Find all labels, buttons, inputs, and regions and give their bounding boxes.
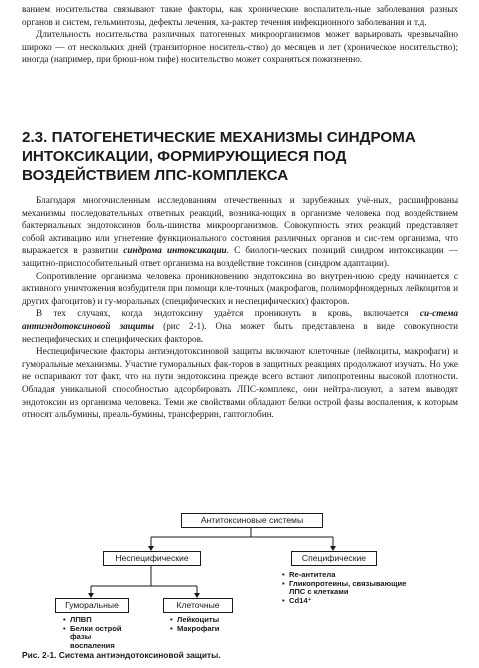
list-item: • Гликопротеины, связывающие ЛПС с клетками bbox=[282, 580, 422, 597]
list-item: • Белки острой фазы воспаления bbox=[63, 625, 135, 651]
cellular-items-list bbox=[170, 616, 242, 633]
diagram-cellular-box bbox=[163, 598, 233, 613]
humoral-items-list bbox=[63, 616, 135, 650]
box-label: Гуморальные bbox=[65, 600, 119, 610]
diagram-root-box bbox=[181, 513, 323, 528]
list-item: • ЛПВП bbox=[63, 616, 135, 625]
text-run: В тех случаях, когда эндотоксину удаётся проникнуть в кровь, включается bbox=[36, 308, 420, 319]
diagram-specific-box bbox=[291, 551, 377, 566]
paragraph bbox=[22, 307, 458, 345]
text-run: Благодаря многочисленным исследованиям отечественных и зарубежных учё-ных, расшифрованы механизмы последовательных ответных реакций, возника-ющих в организме человека под воздействием бактериальных эндотоксинов боль-шинства микроорганизмов. Совокупность этих реакций представляет собой активацию или угнетение функционального состояния различных органов и сис-тем организма, что выражается в развитии bbox=[22, 195, 458, 256]
section-number: 2.3. bbox=[22, 129, 48, 146]
text-run: . С биологи-ческих позиций синдром интоксикации — защитно-приспособительный ответ организма на воздействие токсинов (синдром адаптации). bbox=[22, 245, 458, 268]
diagram-nonspecific-box bbox=[103, 551, 201, 566]
paragraph: ванием носительства связывают такие факторы, как хронические воспалитель-ные заболевания разных органов и систем, гельминтозы, дефекты лечения, ха-рактер течения инфекционного заболевания и т.д. bbox=[22, 4, 458, 27]
intro-text bbox=[22, 3, 458, 66]
specific-items-list bbox=[282, 571, 422, 605]
list-item: • Лейкоциты bbox=[170, 616, 242, 625]
box-label: Антитоксиновые системы bbox=[200, 515, 304, 525]
diagram-humoral-box bbox=[55, 598, 129, 613]
list-item: • Cd14⁺ bbox=[282, 597, 422, 606]
list-item: • Макрофаги bbox=[170, 625, 242, 634]
section-body bbox=[22, 194, 458, 421]
box-label: Специфические bbox=[301, 553, 367, 563]
paragraph: Сопротивление организма человека проникновению эндотоксина во внутрен-нюю среду начинается с активного уничтожения возбудителя при помощи кле-точных (макрофагов, полиморфноядерных лейкоцитов и других фагоцитов) и гу-моральных (специфических и неспецифических) факторов. bbox=[22, 270, 458, 306]
term-highlight: синдрома интоксикации bbox=[123, 245, 227, 256]
section-heading bbox=[22, 128, 462, 185]
term-highlight: си-стема антиэндотоксиновой защиты bbox=[22, 308, 458, 331]
box-label: Клеточные bbox=[176, 600, 220, 610]
section-title: ПАТОГЕНЕТИЧЕСКИЕ МЕХАНИЗМЫ СИНДРОМА ИНТОКСИКАЦИИ, ФОРМИРУЮЩИЕСЯ ПОД ВОЗДЕЙСТВИЕМ ЛПС-КОМПЛЕКСА bbox=[22, 129, 416, 184]
box-label: Неспецифические bbox=[115, 553, 189, 563]
text-run: (рис 2-1). Она может быть представлена в виде совокупности неспецифических и специфических факторов. bbox=[22, 320, 458, 344]
paragraph bbox=[22, 194, 458, 270]
paragraph: Неспецифические факторы антиэндотоксиновой защиты включают клеточные (лейкоциты, макрофаги) и гуморальные механизмы. Участие гуморальных фак-торов в защитных реакциях продолжают изучать. Но уже не оспаривают тот факт, что на пути эндотоксина прежде всего встают липопротеины высокой плотности. Обладая уникальной способностью адсорбировать ЛПС-комплекс, они нейтра-лизуют, а затем выводят эндотоксин из организма человека. Теми же свойствами обладают белки острой фазы воспаления, к которым относят альбумины, преаль-бумины, трансферрин, гаптоглобин. bbox=[22, 346, 458, 420]
figure-caption: Рис. 2-1. Система антиэндотоксиновой защиты. bbox=[22, 650, 221, 660]
list-item: • Re-антитела bbox=[282, 571, 422, 580]
paragraph: Длительность носительства различных патогенных микроорганизмов может варьировать чрезвычайно широко — от нескольких дней (транзиторное носитель-ство) до месяцев и лет (хроническое носительство); иногда (например, при брюш-ном тифе) носительство может сохраняться пожизненно. bbox=[22, 29, 458, 65]
